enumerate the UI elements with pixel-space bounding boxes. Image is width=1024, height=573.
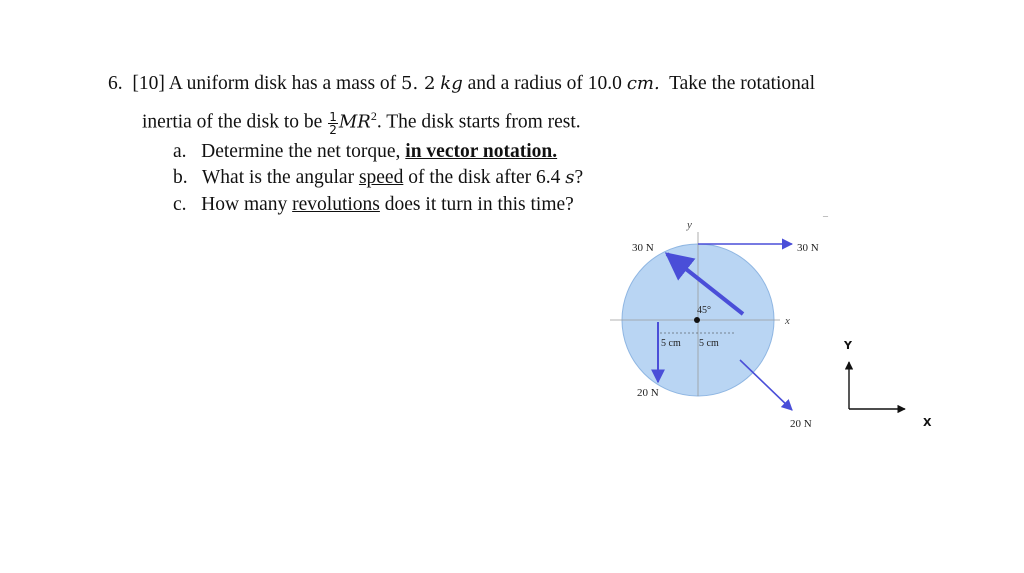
- part-a: a. Determine the net torque, in vector notation.: [173, 141, 558, 162]
- dim-right-label: 5 cm: [699, 338, 719, 349]
- part-b: b. What is the angular speed of the disk after 6.4 s?: [173, 167, 584, 188]
- force-20N-diagonal-arrow: [740, 360, 792, 410]
- label-20N-left: 20 N: [637, 387, 659, 399]
- inertia-expression: MR: [338, 111, 371, 133]
- mass-value: 5. 2: [401, 73, 436, 94]
- question-points: [10]: [132, 73, 165, 94]
- part-c-emphasis: revolutions: [292, 194, 380, 215]
- part-c: c. How many revolutions does it turn in this time?: [173, 194, 574, 215]
- angle-label: 45°: [697, 305, 711, 316]
- axis-x-label: x: [785, 315, 790, 327]
- question-line-2: inertia of the disk to be $\frac{1}{2}$ $MR^2$. The disk starts from rest.: [142, 109, 581, 137]
- part-b-emphasis: speed: [358, 167, 404, 188]
- fraction-half: $\frac{1}{2}$: [329, 109, 337, 137]
- question-number: 6.: [108, 73, 123, 94]
- part-a-emphasis: in vector notation.: [405, 141, 558, 162]
- center-point: [694, 317, 700, 323]
- label-30N-right: 30 N: [797, 242, 819, 254]
- dim-left-label: 5 cm: [661, 338, 681, 349]
- label-30N-left: 30 N: [632, 242, 654, 254]
- radius-unit: cm.: [626, 73, 660, 94]
- mass-unit: kg: [440, 73, 463, 94]
- coord-Y-label: Y: [844, 339, 852, 352]
- label-20N-right: 20 N: [790, 418, 812, 430]
- axis-y-label: y: [687, 219, 692, 231]
- question-line-1: 6. [10] A uniform disk has a mass of 5. 2 kg and a radius of 10.0 cm. Take the rotational: [108, 73, 816, 94]
- coord-X-label: X: [923, 416, 932, 429]
- dash-mark: –: [823, 211, 828, 222]
